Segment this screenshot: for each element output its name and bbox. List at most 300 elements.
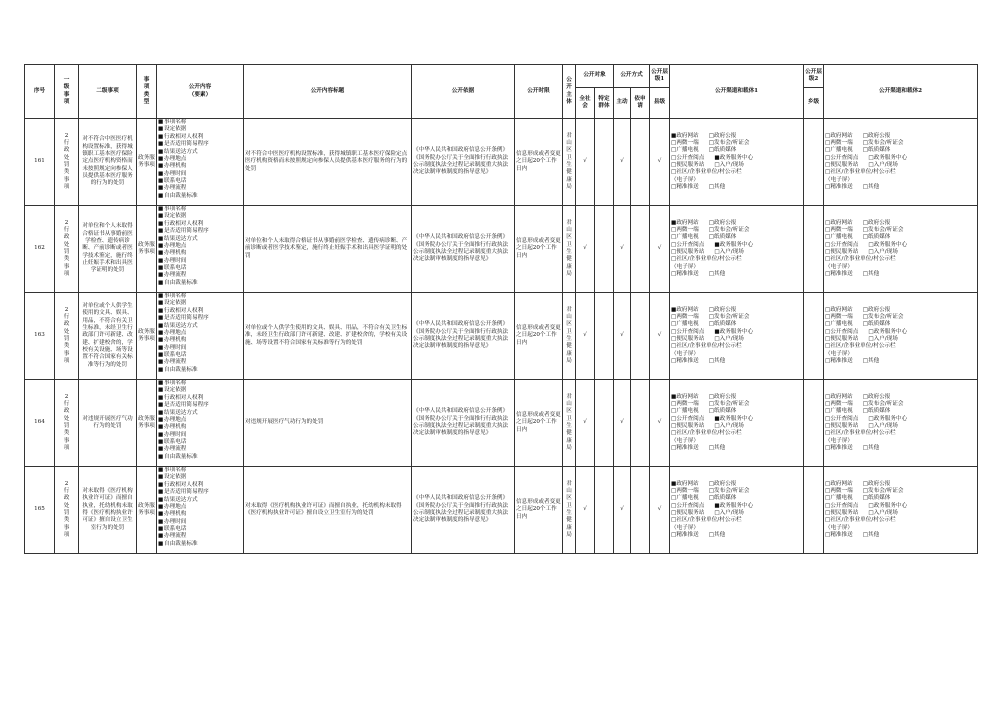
channel-label: 其他 bbox=[868, 445, 880, 452]
channel-label: 政务服务中心 bbox=[873, 502, 908, 509]
channel-line bbox=[825, 184, 976, 191]
channel-line bbox=[671, 343, 802, 350]
channel-line bbox=[671, 307, 802, 314]
cell-seq: 161 bbox=[25, 119, 55, 206]
channel-label: 政务服务中心 bbox=[873, 328, 908, 335]
channel-checkbox: □ bbox=[825, 480, 831, 487]
channel-label: 政府公报 bbox=[868, 480, 891, 487]
cell-elements bbox=[157, 467, 244, 554]
channel-label: 发布会/听证会 bbox=[868, 487, 904, 494]
channel-label: 入户/现场 bbox=[719, 423, 744, 429]
channel-checkbox: □ bbox=[825, 336, 831, 342]
table-body bbox=[25, 119, 978, 554]
channel-checkbox: □ bbox=[708, 487, 715, 494]
channel-checkbox: □ bbox=[862, 321, 869, 328]
channel-label: 发布会/听证会 bbox=[714, 139, 750, 146]
element-item: ■办理流程 bbox=[158, 272, 187, 279]
header-township: 乡级 bbox=[804, 88, 824, 119]
channel-checkbox: □ bbox=[708, 147, 715, 154]
element-item: ■行政相对人权利 bbox=[158, 307, 204, 314]
cell-item-type: 政务服务事项 bbox=[137, 206, 157, 293]
channel-label: 其他 bbox=[714, 358, 726, 365]
cell-basis: 《中华人民共和国政府信息公开条例》《国务院办公厅关于全面推行行政执法公示制度执法全过程记录制度重大执法决定法制审核制度的指导意见》 bbox=[412, 467, 515, 554]
channel-checkbox: □ bbox=[868, 154, 874, 161]
channel-line bbox=[671, 133, 802, 140]
channel-line bbox=[825, 155, 976, 162]
channel-checkbox: □ bbox=[671, 343, 677, 350]
channel-label: 广播电视 bbox=[830, 147, 853, 154]
channel-checkbox: □ bbox=[825, 517, 831, 524]
cell-basis: 《中华人民共和国政府信息公开条例》《国务院办公厅关于全面推行行政执法公示制度执法全过程记录制度重大执法决定法制审核制度的指导意见》 bbox=[412, 380, 515, 467]
channel-checkbox: □ bbox=[862, 487, 869, 494]
table-row bbox=[25, 119, 978, 206]
cell-method-apply bbox=[631, 206, 650, 293]
cell-county: √ bbox=[650, 467, 670, 554]
channel-label: 广播电视 bbox=[830, 408, 853, 415]
channel-line bbox=[825, 271, 976, 278]
channel-label: 纸质媒体 bbox=[714, 408, 737, 415]
channel-checkbox: □ bbox=[862, 408, 869, 415]
cell-item-type: 政务服务事项 bbox=[137, 119, 157, 206]
cell-county: √ bbox=[650, 119, 670, 206]
channel-label: 广播电视 bbox=[676, 234, 699, 241]
channel-line bbox=[825, 503, 976, 510]
disclosure-table bbox=[24, 64, 978, 554]
channel-label: 纸质媒体 bbox=[714, 234, 737, 241]
channel-label: 其他 bbox=[714, 445, 726, 452]
header-seq: 序号 bbox=[25, 65, 55, 119]
channel-label: 政府网站 bbox=[830, 393, 853, 400]
channel-label: 精准推送 bbox=[676, 445, 699, 452]
channel-line bbox=[671, 169, 802, 176]
channel-line bbox=[825, 234, 976, 241]
channel-checkbox: □ bbox=[825, 241, 831, 248]
header-content-title: 公开内容标题 bbox=[244, 65, 412, 119]
element-item: ■联系电话 bbox=[158, 178, 187, 184]
channel-line bbox=[671, 220, 802, 227]
element-item: ■事项名称 bbox=[158, 293, 187, 299]
channel-label: 社区/企事业单位/村公示栏 bbox=[830, 517, 896, 524]
channel-label: 政府网站 bbox=[676, 219, 699, 226]
channel-label: 纸质媒体 bbox=[714, 321, 737, 328]
cell-target-specific bbox=[595, 206, 614, 293]
table-row bbox=[25, 206, 978, 293]
channel-checkbox: □ bbox=[868, 423, 874, 429]
cell-target-specific bbox=[595, 119, 614, 206]
channel-checkbox: □ bbox=[862, 532, 869, 539]
channel-label: 广播电视 bbox=[676, 147, 699, 154]
channel-checkbox: □ bbox=[708, 495, 715, 502]
channel-label: 精准推送 bbox=[830, 532, 853, 539]
channel-checkbox: □ bbox=[714, 423, 720, 429]
cell-method-apply bbox=[631, 119, 650, 206]
element-item: ■结果送达方式 bbox=[158, 496, 198, 503]
channel-label: 两微一端 bbox=[676, 313, 699, 320]
channel-checkbox: □ bbox=[714, 162, 720, 168]
header-time-limit: 公开时限 bbox=[515, 65, 563, 119]
channel-label: 两微一端 bbox=[830, 139, 853, 146]
channel-label: 纸质媒体 bbox=[868, 495, 891, 502]
header-channel1: 公开渠道和载体1 bbox=[670, 65, 804, 119]
channel-line bbox=[825, 416, 976, 423]
element-item: ■设定依据 bbox=[158, 300, 187, 307]
channel-checkbox: □ bbox=[862, 400, 869, 407]
channel-checkbox: □ bbox=[862, 495, 869, 502]
channel-checkbox: □ bbox=[708, 445, 715, 452]
element-item: ■是否适用简易程序 bbox=[158, 489, 209, 496]
channel-checkbox: □ bbox=[862, 184, 869, 191]
channel-checkbox: □ bbox=[825, 328, 831, 335]
channel-checkbox: □ bbox=[825, 393, 831, 400]
channel-label: （电子屏） bbox=[671, 263, 700, 270]
cell-time-limit: 信息形成或者变更之日起20个工作日内 bbox=[515, 206, 563, 293]
channel-line bbox=[671, 256, 802, 263]
channel-line bbox=[671, 408, 802, 415]
channel-label: 两微一端 bbox=[676, 400, 699, 407]
channel-label: 政府公报 bbox=[714, 480, 737, 487]
channel-line bbox=[825, 147, 976, 154]
channel-checkbox: □ bbox=[708, 321, 715, 328]
channel-label: 政府网站 bbox=[830, 219, 853, 226]
channel-line bbox=[825, 430, 976, 437]
channel-checkbox: □ bbox=[825, 358, 831, 365]
channel-label: 社区/企事业单位/村公示栏 bbox=[676, 169, 742, 176]
cell-method-active: √ bbox=[614, 206, 631, 293]
channel-checkbox: □ bbox=[708, 234, 715, 241]
channel-label: 政务服务中心 bbox=[719, 154, 754, 161]
cell-basis: 《中华人民共和国政府信息公开条例》《国务院办公厅关于全面推行行政执法公示制度执法全过程记录制度重大执法决定法制审核制度的指导意见》 bbox=[412, 293, 515, 380]
channel-label: （电子屏） bbox=[671, 350, 700, 357]
channel-line bbox=[671, 358, 802, 365]
channel-checkbox: □ bbox=[868, 241, 874, 248]
channel-label: 广播电视 bbox=[830, 234, 853, 241]
channel-checkbox: ■ bbox=[671, 480, 677, 487]
channel-checkbox: □ bbox=[868, 510, 874, 516]
cell-method-apply bbox=[631, 467, 650, 554]
cell-content-title: 对未取得《医疗机构执业许可证》而擅自执业，托幼机构未取得《医疗机构执业许可证》擅自设立卫生室行为的处罚 bbox=[244, 467, 412, 554]
channel-checkbox: □ bbox=[868, 336, 874, 342]
cell-seq: 163 bbox=[25, 293, 55, 380]
channel-checkbox: □ bbox=[671, 400, 677, 407]
channel-checkbox: ■ bbox=[671, 132, 677, 139]
cell-target-all: √ bbox=[576, 467, 595, 554]
channel-checkbox: □ bbox=[671, 139, 677, 146]
channel-line bbox=[671, 271, 802, 278]
channel-label: 发布会/听证会 bbox=[868, 400, 904, 407]
channel-line bbox=[825, 517, 976, 524]
channel-label: 政务服务中心 bbox=[719, 415, 754, 422]
channel-label: 政府网站 bbox=[830, 480, 853, 487]
element-item: ■办理流程 bbox=[158, 533, 187, 540]
channel-checkbox: □ bbox=[862, 132, 869, 139]
channel-label: 两微一端 bbox=[830, 313, 853, 320]
cell-channel1 bbox=[670, 293, 804, 380]
channel-label: 两微一端 bbox=[830, 487, 853, 494]
channel-label: 入户/现场 bbox=[719, 162, 744, 168]
channel-line bbox=[671, 532, 802, 539]
channel-label: 纸质媒体 bbox=[868, 234, 891, 241]
channel-label: 公开查阅点 bbox=[676, 415, 705, 422]
cell-channel1 bbox=[670, 467, 804, 554]
cell-county: √ bbox=[650, 206, 670, 293]
channel-checkbox: □ bbox=[868, 415, 874, 422]
element-item: ■事项名称 bbox=[158, 467, 187, 473]
channel-label: 便民服务站 bbox=[676, 510, 705, 516]
cell-seq: 162 bbox=[25, 206, 55, 293]
channel-label: 社区/企事业单位/村公示栏 bbox=[830, 256, 896, 263]
channel-checkbox: □ bbox=[862, 306, 869, 313]
cell-township bbox=[804, 293, 824, 380]
channel-label: 入户/现场 bbox=[873, 510, 898, 516]
header-level2: 二级事项 bbox=[79, 65, 137, 119]
cell-level2: 对未取得《医疗机构执业许可证》而擅自执业，托幼机构未取得《医疗机构执业许可证》擅自设立卫生室行为的处罚 bbox=[79, 467, 137, 554]
channel-checkbox: □ bbox=[671, 510, 677, 516]
channel-label: 便民服务站 bbox=[830, 510, 859, 516]
channel-line bbox=[825, 220, 976, 227]
cell-subject: 君山区卫生健康局 bbox=[563, 467, 576, 554]
channel-checkbox: □ bbox=[862, 139, 869, 146]
element-item: ■办理机构 bbox=[158, 424, 187, 431]
channel-label: 公开查阅点 bbox=[676, 241, 705, 248]
channel-checkbox: □ bbox=[825, 343, 831, 350]
channel-line bbox=[825, 307, 976, 314]
channel-label: 发布会/听证会 bbox=[714, 226, 750, 233]
cell-township bbox=[804, 119, 824, 206]
cell-channel1 bbox=[670, 119, 804, 206]
channel-line bbox=[825, 256, 976, 263]
channel-line bbox=[825, 408, 976, 415]
channel-checkbox: □ bbox=[671, 313, 677, 320]
element-item: ■是否适用简易程序 bbox=[158, 402, 209, 409]
channel-label: 纸质媒体 bbox=[714, 495, 737, 502]
header-level2-group: 公开层级2 bbox=[804, 65, 824, 88]
cell-channel1 bbox=[670, 206, 804, 293]
channel-checkbox: □ bbox=[671, 154, 677, 161]
cell-subject: 君山区卫生健康局 bbox=[563, 206, 576, 293]
channel-label: 政府网站 bbox=[676, 480, 699, 487]
channel-label: 入户/现场 bbox=[719, 510, 744, 516]
cell-method-apply bbox=[631, 380, 650, 467]
channel-label: 广播电视 bbox=[676, 408, 699, 415]
channel-label: （电子屏） bbox=[671, 524, 700, 531]
channel-checkbox: □ bbox=[671, 226, 677, 233]
cell-channel2 bbox=[824, 206, 978, 293]
channel-checkbox: □ bbox=[868, 328, 874, 335]
cell-level2: 对单位和个人未取得合格证书从事婚前医学检查、遗传病诊断、产前诊断或者医学技术鉴定，施行终止妊娠手术和出具医学证明的处罚 bbox=[79, 206, 137, 293]
header-row-1 bbox=[25, 65, 978, 88]
channel-checkbox: □ bbox=[671, 147, 677, 154]
cell-channel2 bbox=[824, 380, 978, 467]
channel-label: 纸质媒体 bbox=[868, 147, 891, 154]
cell-township bbox=[804, 380, 824, 467]
channel-label: 纸质媒体 bbox=[868, 321, 891, 328]
channel-checkbox: □ bbox=[708, 139, 715, 146]
channel-label: 政务服务中心 bbox=[719, 328, 754, 335]
channel-checkbox: □ bbox=[868, 249, 874, 255]
channel-line bbox=[671, 416, 802, 423]
channel-checkbox: □ bbox=[825, 423, 831, 429]
channel-checkbox: □ bbox=[825, 219, 831, 226]
element-item: ■是否适用简易程序 bbox=[158, 141, 209, 148]
element-item: ■联系电话 bbox=[158, 439, 187, 445]
channel-checkbox: ■ bbox=[714, 415, 720, 422]
channel-label: 入户/现场 bbox=[873, 162, 898, 168]
element-item: ■设定依据 bbox=[158, 387, 187, 394]
channel-label: 政府网站 bbox=[830, 306, 853, 313]
channel-checkbox: □ bbox=[671, 415, 677, 422]
element-item: ■办理机构 bbox=[158, 250, 187, 257]
cell-elements bbox=[157, 380, 244, 467]
cell-elements bbox=[157, 293, 244, 380]
cell-method-apply bbox=[631, 293, 650, 380]
element-item: ■结果送达方式 bbox=[158, 322, 198, 329]
element-item: ■办理流程 bbox=[158, 359, 187, 366]
channel-label: 广播电视 bbox=[676, 495, 699, 502]
channel-checkbox: □ bbox=[671, 249, 677, 255]
header-county: 县级 bbox=[650, 88, 670, 119]
channel-checkbox: ■ bbox=[671, 306, 677, 313]
cell-seq: 165 bbox=[25, 467, 55, 554]
channel-line bbox=[671, 242, 802, 249]
channel-checkbox: □ bbox=[708, 532, 715, 539]
cell-item-type: 政务服务事项 bbox=[137, 467, 157, 554]
channel-checkbox: □ bbox=[862, 480, 869, 487]
cell-elements bbox=[157, 206, 244, 293]
header-level1: 一 级 事 项 bbox=[55, 65, 79, 119]
cell-target-specific bbox=[595, 467, 614, 554]
channel-line bbox=[671, 184, 802, 191]
channel-label: 精准推送 bbox=[830, 184, 853, 191]
cell-level2: 对单位或个人供学生使用的文具、娱具、用品，不符合有关卫生标准，未经卫生行政部门许可新建、改建、扩建校舍的，学校有关设施、场等设置不符合国家有关标准等行为的处罚 bbox=[79, 293, 137, 380]
channel-line bbox=[825, 343, 976, 350]
cell-time-limit: 信息形成或者变更之日起20个工作日内 bbox=[515, 293, 563, 380]
channel-label: 发布会/听证会 bbox=[714, 487, 750, 494]
channel-checkbox: □ bbox=[708, 393, 715, 400]
table-row bbox=[25, 293, 978, 380]
cell-method-active: √ bbox=[614, 119, 631, 206]
channel-checkbox: □ bbox=[708, 219, 715, 226]
channel-label: 政务服务中心 bbox=[873, 154, 908, 161]
channel-line bbox=[825, 321, 976, 328]
element-item: ■行政相对人权利 bbox=[158, 394, 204, 401]
channel-line bbox=[671, 147, 802, 154]
channel-checkbox: □ bbox=[825, 532, 831, 539]
channel-checkbox: □ bbox=[714, 336, 720, 342]
element-item: ■自由裁量标准 bbox=[158, 366, 198, 373]
channel-line bbox=[825, 532, 976, 539]
channel-checkbox: □ bbox=[671, 328, 677, 335]
channel-line bbox=[671, 321, 802, 328]
channel-label: 社区/企事业单位/村公示栏 bbox=[676, 517, 742, 524]
element-item: ■设定依据 bbox=[158, 474, 187, 481]
element-item: ■行政相对人权利 bbox=[158, 220, 204, 227]
element-item: ■办理地点 bbox=[158, 503, 187, 510]
channel-line bbox=[825, 495, 976, 502]
element-item: ■办理地点 bbox=[158, 155, 187, 162]
channel-label: 其他 bbox=[714, 532, 726, 539]
channel-checkbox: □ bbox=[862, 271, 869, 278]
element-item: ■办理机构 bbox=[158, 337, 187, 344]
channel-checkbox: □ bbox=[671, 321, 677, 328]
channel-label: 其他 bbox=[868, 184, 880, 191]
channel-checkbox: □ bbox=[825, 154, 831, 161]
element-item: ■设定依据 bbox=[158, 126, 187, 133]
element-item: ■办理地点 bbox=[158, 242, 187, 249]
channel-label: 广播电视 bbox=[830, 321, 853, 328]
channel-checkbox: □ bbox=[671, 169, 677, 176]
cell-channel2 bbox=[824, 293, 978, 380]
channel-checkbox: □ bbox=[708, 271, 715, 278]
channel-label: （电子屏） bbox=[671, 437, 700, 444]
cell-time-limit: 信息形成或者变更之日起20个工作日内 bbox=[515, 380, 563, 467]
element-item: ■自由裁量标准 bbox=[158, 453, 198, 460]
channel-line bbox=[671, 394, 802, 401]
channel-line bbox=[825, 394, 976, 401]
channel-label: 政府网站 bbox=[830, 132, 853, 139]
channel-checkbox: □ bbox=[825, 400, 831, 407]
channel-checkbox: □ bbox=[708, 184, 715, 191]
channel-label: 入户/现场 bbox=[873, 249, 898, 255]
channel-line bbox=[671, 430, 802, 437]
channel-label: 公开查阅点 bbox=[676, 502, 705, 509]
cell-channel1 bbox=[670, 380, 804, 467]
channel-checkbox: □ bbox=[825, 306, 831, 313]
header-method-apply: 依申请 bbox=[631, 88, 650, 119]
cell-channel2 bbox=[824, 467, 978, 554]
channel-checkbox: □ bbox=[825, 408, 831, 415]
channel-label: 政府公报 bbox=[868, 132, 891, 139]
channel-checkbox: □ bbox=[825, 169, 831, 176]
header-target-all: 全社会 bbox=[576, 88, 595, 119]
channel-checkbox: □ bbox=[708, 132, 715, 139]
channel-label: 精准推送 bbox=[676, 271, 699, 278]
cell-subject: 君山区卫生健康局 bbox=[563, 293, 576, 380]
cell-channel2 bbox=[824, 119, 978, 206]
cell-township bbox=[804, 206, 824, 293]
channel-checkbox: □ bbox=[671, 423, 677, 429]
channel-label: 政府公报 bbox=[868, 393, 891, 400]
channel-label: 精准推送 bbox=[830, 445, 853, 452]
channel-label: 两微一端 bbox=[830, 400, 853, 407]
channel-line bbox=[671, 503, 802, 510]
channel-label: 广播电视 bbox=[830, 495, 853, 502]
element-item: ■事项名称 bbox=[158, 206, 187, 212]
channel-label: 社区/企事业单位/村公示栏 bbox=[830, 343, 896, 350]
channel-checkbox: □ bbox=[862, 445, 869, 452]
channel-label: 精准推送 bbox=[830, 358, 853, 365]
cell-target-all: √ bbox=[576, 206, 595, 293]
channel-line bbox=[825, 169, 976, 176]
channel-label: 政府公报 bbox=[868, 219, 891, 226]
channel-label: 公开查阅点 bbox=[676, 328, 705, 335]
channel-checkbox: □ bbox=[708, 358, 715, 365]
channel-label: 政务服务中心 bbox=[873, 415, 908, 422]
channel-label: 纸质媒体 bbox=[868, 408, 891, 415]
table-row bbox=[25, 380, 978, 467]
element-item: ■事项名称 bbox=[158, 380, 187, 386]
cell-level1: 2 行 政 处 罚 类 事 项 bbox=[55, 206, 79, 293]
channel-checkbox: □ bbox=[708, 306, 715, 313]
element-item: ■联系电话 bbox=[158, 265, 187, 271]
channel-label: （电子屏） bbox=[825, 524, 854, 531]
channel-label: 社区/企事业单位/村公示栏 bbox=[676, 430, 742, 437]
channel-checkbox: □ bbox=[708, 313, 715, 320]
element-item: ■办理时间 bbox=[158, 344, 187, 351]
header-target: 公开对象 bbox=[576, 65, 614, 88]
element-item: ■自由裁量标准 bbox=[158, 192, 198, 199]
channel-checkbox: □ bbox=[671, 162, 677, 168]
channel-checkbox: □ bbox=[868, 162, 874, 168]
